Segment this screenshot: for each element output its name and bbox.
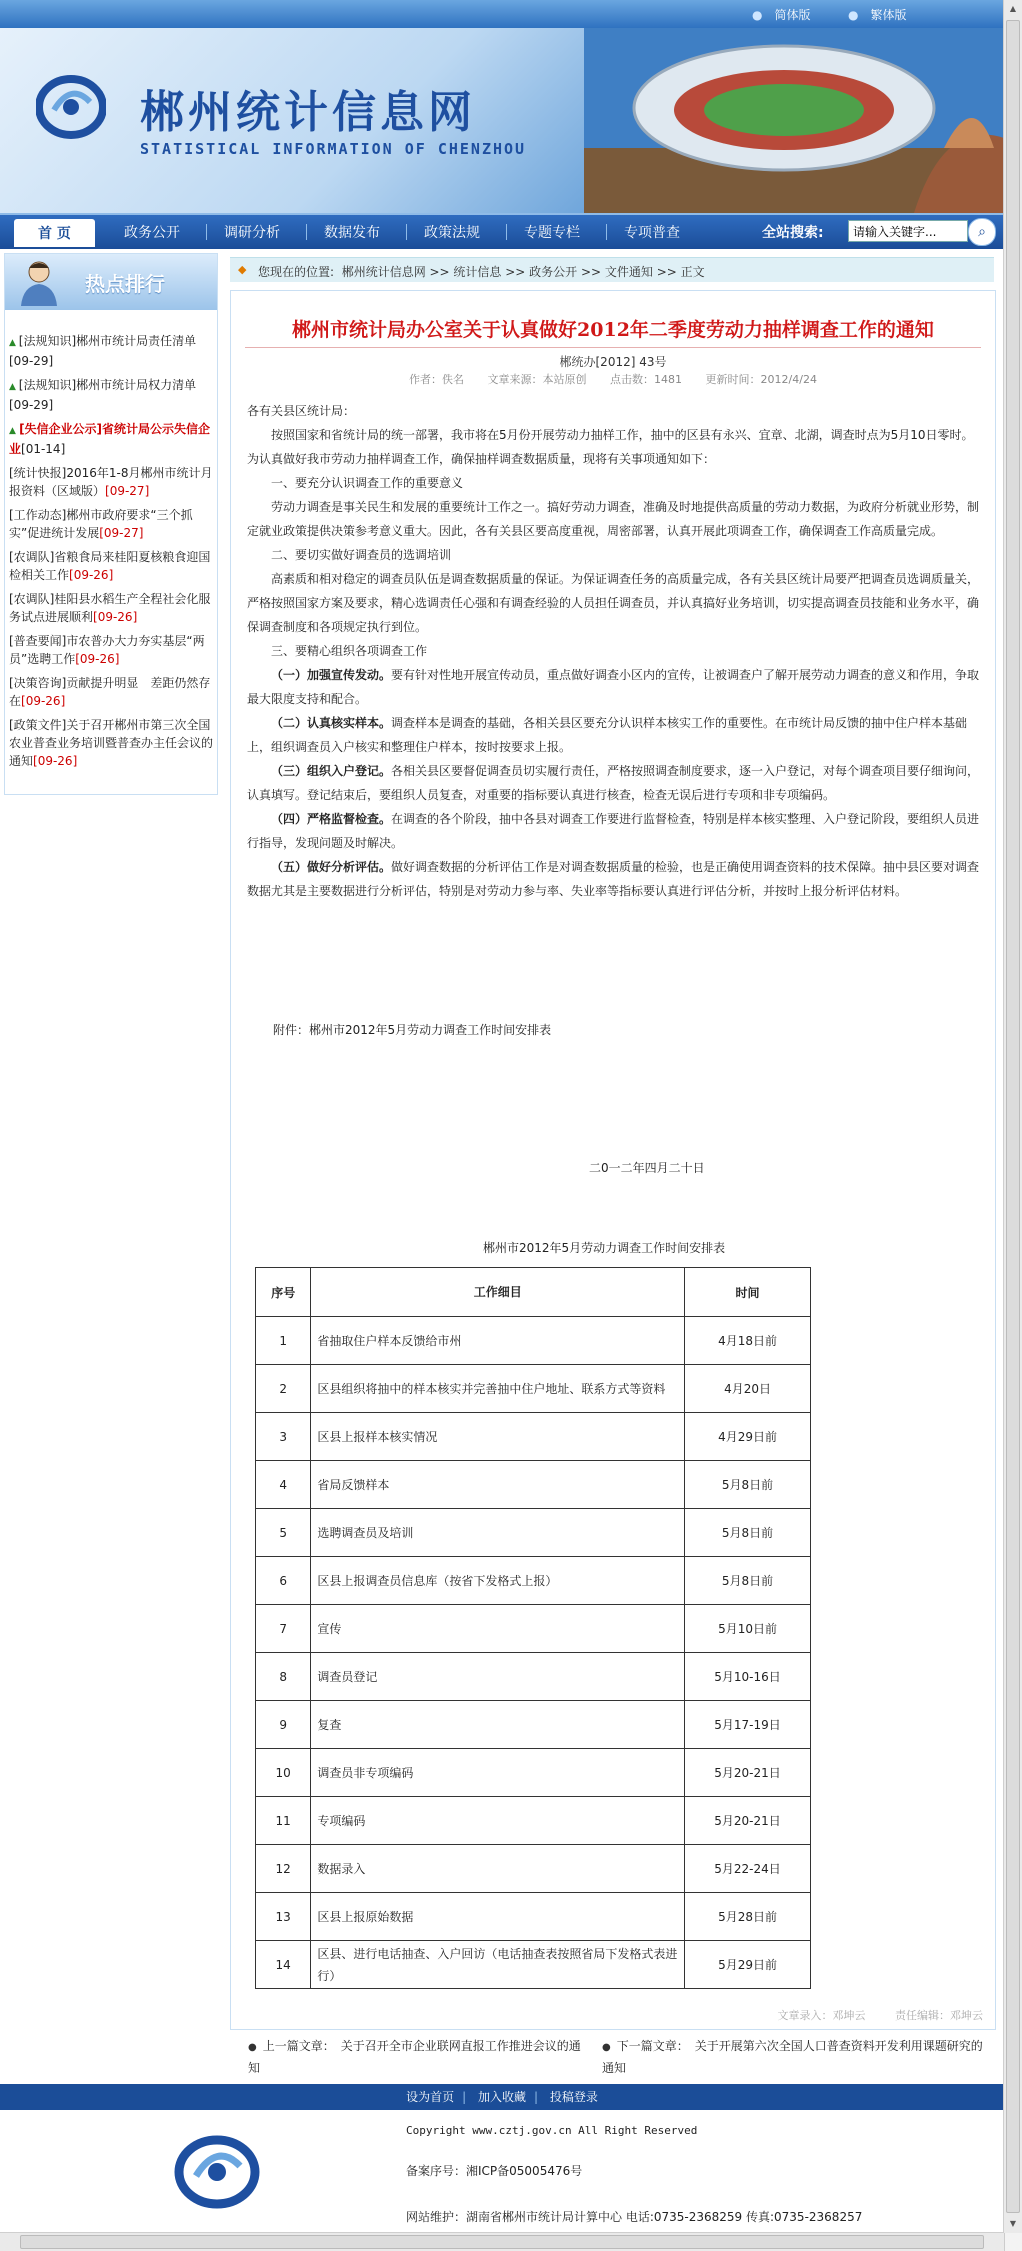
scrollbar-thumb[interactable] — [20, 2235, 984, 2249]
triangle-bullet-icon: ▲ — [9, 338, 19, 348]
hot-item[interactable]: [决策咨询]贡献提升明显 差距仍然存在[09-26] — [9, 676, 211, 708]
table-row: 9 复查 5月17-19日 — [256, 1701, 811, 1749]
hot-item[interactable]: [统计快报]2016年1-8月郴州市统计月报资料（区域版）[09-27] — [9, 466, 213, 498]
table-row: 8 调查员登记 5月10-16日 — [256, 1653, 811, 1701]
next-article-link[interactable]: ● 下一篇文章： 关于开展第六次全国人口普查资料开发利用课题研究的通知 — [602, 2039, 983, 2075]
traditional-link[interactable]: ● 繁体版 — [848, 8, 907, 22]
article-source: 文章来源：本站原创 — [487, 373, 587, 386]
search-label: 全站搜索: — [762, 225, 824, 241]
table-row: 13 区县上报原始数据 5月28日前 — [256, 1893, 811, 1941]
footer-logo-icon — [172, 2132, 262, 2212]
paragraph: （五）做好分析评估。做好调查数据的分析评估工作是对调查数据质量的检验，也是正确使用调查资料的技术保障。抽中县区要对调查数据尤其是主要数据进行分析评估，特别是对劳动力参与率、失业率等指标要认真进行评估分析，并按时上报分析评估材料。 — [247, 860, 980, 898]
entered-by: 文章录入：邓坤云 — [777, 2009, 866, 2022]
breadcrumb — [230, 257, 994, 282]
bullet-icon: ● — [602, 2042, 611, 2053]
icp-number: 备案序号：湘ICP备05005476号 — [406, 2164, 583, 2178]
arrow-icon: ◆ — [238, 263, 247, 276]
responsible-editor: 责任编辑：邓坤云 — [895, 2009, 983, 2022]
maintainer-info: 网站维护：湖南省郴州市统计局计算中心 电话:0735-2368259 传真:0735-2368257 — [406, 2210, 863, 2224]
hot-item[interactable]: ▲ [失信企业公示]省统计局公示失信企业[01-14] — [9, 422, 211, 456]
section-heading: 二、要切实做好调查员的选调培训 — [271, 548, 452, 562]
hot-item[interactable]: [工作动态]郴州市政府要求“三个抓实”促进统计发展[09-27] — [9, 508, 193, 540]
bullet-icon: ● — [752, 8, 763, 22]
paragraph: （一）加强宣传发动。要有针对性地开展宣传动员，重点做好调查小区内的宣传，让被调查户了解开展劳动力调查的意义和作用，争取最大限度支持和配合。 — [247, 668, 980, 706]
table-title: 郴州市2012年5月劳动力调查工作时间安排表 — [483, 1241, 726, 1255]
paragraph: （三）组织入户登记。各相关县区要督促调查员切实履行责任，严格按照调查制度要求，逐一入户登记，对每个调查项目要仔细询问，认真填写。登记结束后，要组织人员复查，对重要的指标要认真进行核查，检查无误后进行专项和非专项编码。 — [247, 764, 980, 802]
bullet-icon: ● — [848, 8, 859, 22]
article-hits: 点击数：1481 — [610, 373, 683, 386]
hot-ranking-sidebar — [4, 253, 218, 795]
breadcrumb-path[interactable]: 郴州统计信息网 >> 统计信息 >> 政务公开 >> 文件通知 >> 正文 — [341, 265, 705, 279]
nav-divider — [506, 224, 507, 240]
add-favorite-link[interactable]: 加入收藏 — [477, 2090, 526, 2104]
section-heading: 三、要精心组织各项调查工作 — [271, 644, 428, 658]
table-row: 7 宣传 5月10日前 — [256, 1605, 811, 1653]
triangle-bullet-icon: ▲ — [9, 382, 19, 392]
triangle-bullet-icon: ▲ — [9, 426, 20, 436]
sidebar-header — [5, 254, 217, 310]
breadcrumb-label: 您现在的位置: — [258, 265, 335, 279]
salutation: 各有关县区统计局： — [247, 404, 356, 418]
table-row: 1 省抽取住户样本反馈给市州 4月18日前 — [256, 1317, 811, 1365]
document-number: 郴统办[2012] 43号 — [559, 355, 667, 369]
article-title: 郴州市统计局办公室关于认真做好2012年二季度劳动力抽样调查工作的通知 — [292, 319, 934, 341]
table-row: 3 区县上报样本核实情况 4月29日前 — [256, 1413, 811, 1461]
hot-list — [5, 310, 217, 770]
table-row: 12 数据录入 5月22-24日 — [256, 1845, 811, 1893]
hot-item[interactable]: [农调队]省粮食局来桂阳夏核粮食迎国检相关工作[09-26] — [9, 550, 211, 582]
table-header-row: 序号 工作细目 时间 — [256, 1268, 811, 1317]
title-divider — [245, 347, 981, 348]
hot-item[interactable]: [政策文件]关于召开郴州市第三次全国农业普查业务培训暨普查办主任会议的通知[09-26] — [9, 718, 214, 768]
simplified-link[interactable]: ● 简体版 — [752, 8, 811, 22]
bullet-icon: ● — [248, 2042, 257, 2053]
table-row: 10 调查员非专项编码 5月20-21日 — [256, 1749, 811, 1797]
schedule-table — [255, 1267, 811, 1989]
submission-login-link[interactable]: 投稿登录 — [549, 2090, 598, 2104]
horizontal-scrollbar[interactable] — [0, 2232, 1004, 2251]
search-icon: ⌕ — [978, 224, 986, 240]
intro-paragraph: 按照国家和省统计局的统一部署，我市将在5月份开展劳动力抽样工作，抽中的区县有永兴、宜章、北湖，调查时点为5月10日零时。为认真做好我市劳动力抽样调查工作，确保抽样调查数据质量，现将有关事项通知如下： — [247, 428, 974, 466]
set-homepage-link[interactable]: 设为首页 — [406, 2090, 455, 2104]
hot-item[interactable]: [农调队]桂阳县水稻生产全程社会化服务试点进展顺利[09-26] — [9, 592, 211, 624]
site-title: 郴州统计信息网 — [140, 87, 476, 138]
site-subtitle: STATISTICAL INFORMATION OF CHENZHOU — [140, 140, 527, 158]
table-row: 5 选聘调查员及培训 5月8日前 — [256, 1509, 811, 1557]
nav-home[interactable]: 首 页 — [14, 219, 95, 247]
footer-links-bar: 设为首页 | 加入收藏 | 投稿登录 — [0, 2084, 1004, 2110]
article-author: 作者：佚名 — [409, 373, 465, 386]
nav-data[interactable]: 数据发布 — [324, 225, 380, 241]
nav-divider — [206, 224, 207, 240]
editor-info — [752, 2007, 984, 2023]
hot-item[interactable]: ▲ [法规知识]郴州市统计局责任清单 [09-29] — [9, 334, 197, 368]
main-nav — [0, 213, 1004, 249]
nav-research[interactable]: 调研分析 — [224, 225, 280, 241]
scroll-down-icon[interactable]: ▼ — [1009, 2219, 1017, 2228]
sidebar-title: 热点排行 — [85, 272, 165, 296]
nav-policy[interactable]: 政策法规 — [424, 225, 480, 241]
section-heading: 一、要充分认识调查工作的重要意义 — [271, 476, 464, 490]
hot-item[interactable]: ▲ [法规知识]郴州市统计局权力清单 [09-29] — [9, 378, 197, 412]
paragraph: 高素质和相对稳定的调查员队伍是调查数据质量的保证。为保证调查任务的高质量完成，各有关县区统计局要严把调查员选调质量关，严格按照国家方案及要求，精心选调责任心强和有调查经验的人员担任调查员，并认真搞好业务培训，切实提高调查员技能和业务水平，确保调查制度和各项规定执行到位。 — [247, 572, 980, 634]
site-logo-icon — [36, 72, 106, 142]
table-row: 11 专项编码 5月20-21日 — [256, 1797, 811, 1845]
copyright: Copyright www.cztj.gov.cn All Right Reserved — [406, 2124, 698, 2137]
scrollbar-thumb[interactable] — [1006, 20, 1020, 2213]
attachment-note: 附件：郴州市2012年5月劳动力调查工作时间安排表 — [273, 1023, 552, 1037]
paragraph: （四）严格监督检查。在调查的各个阶段，抽中各县对调查工作要进行监督检查，特别是样本核实整理、入户登记阶段，要组织人员进行指导，发现问题及时解决。 — [247, 812, 980, 850]
nav-divider — [406, 224, 407, 240]
article-updated: 更新时间：2012/4/24 — [705, 373, 817, 386]
nav-divider — [606, 224, 607, 240]
table-row: 2 区县组织将抽中的样本核实并完善抽中住户地址、联系方式等资料 4月20日 — [256, 1365, 811, 1413]
site-banner — [0, 28, 1004, 213]
table-row: 14 区县、进行电话抽查、入户回访（电话抽查表按照省局下发格式表进行） 5月29日前 — [256, 1941, 811, 1989]
vertical-scrollbar[interactable] — [1003, 0, 1022, 2233]
stadium-image — [584, 28, 1004, 213]
article-body — [247, 399, 985, 903]
search-button[interactable] — [968, 218, 996, 246]
footer — [0, 2110, 1004, 2233]
top-bar — [0, 0, 1004, 28]
paragraph: （二）认真核实样本。调查样本是调查的基础，各相关县区要充分认识样本核实工作的重要性。在市统计局反馈的抽中住户样本基础上，组织调查员入户核实和整理住户样本，按时按要求上报。 — [247, 716, 968, 754]
nav-government[interactable]: 政务公开 — [124, 225, 180, 241]
prev-article-link[interactable]: ● 上一篇文章： 关于召开全市企业联网直报工作推进会议的通知 — [248, 2039, 581, 2075]
hot-item[interactable]: [普查要闻]市农普办大力夯实基层“两员”选聘工作[09-26] — [9, 634, 205, 666]
article-meta — [231, 371, 995, 387]
scroll-up-icon[interactable]: ▲ — [1009, 4, 1017, 13]
table-row: 6 区县上报调查员信息库（按省下发格式上报） 5月8日前 — [256, 1557, 811, 1605]
nav-divider — [306, 224, 307, 240]
person-icon — [17, 258, 61, 306]
nav-census[interactable]: 专项普查 — [624, 225, 680, 241]
paragraph: 劳动力调查是事关民生和发展的重要统计工作之一。搞好劳动力调查，准确及时地提供高质量的劳动力数据，为政府分析就业形势，制定就业政策提供决策参考意义重大。因此，各有关县区要高度重视，周密部署，认真开展此项调查工作，确保调查工作高质量完成。 — [247, 500, 980, 538]
document-date: 二0一二年四月二十日 — [589, 1161, 705, 1175]
article-container — [230, 290, 996, 2030]
nav-topics[interactable]: 专题专栏 — [524, 225, 580, 241]
search-input[interactable] — [848, 220, 968, 242]
table-row: 4 省局反馈样本 5月8日前 — [256, 1461, 811, 1509]
